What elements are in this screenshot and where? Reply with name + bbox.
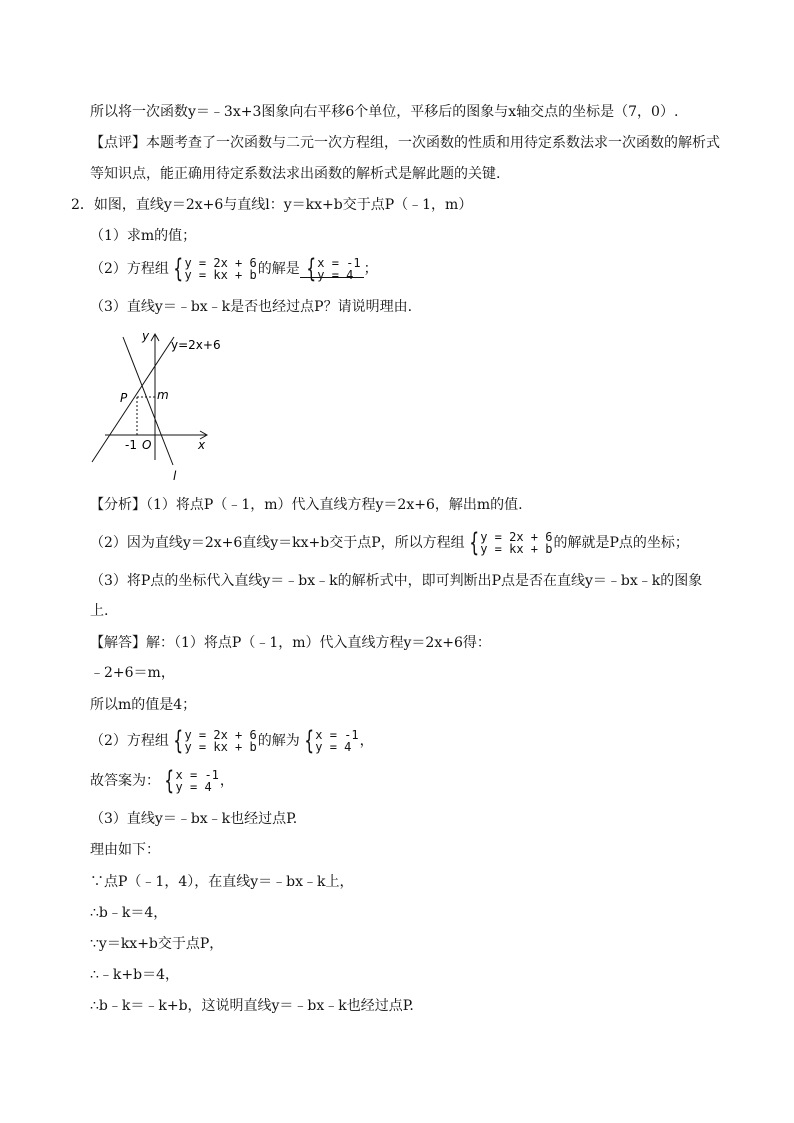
x-axis-label: x — [198, 438, 206, 452]
solution-line: 理由如下： — [90, 842, 160, 858]
equation-system: { y = 2x + 6 y = kx + b — [173, 726, 257, 756]
graph-figure — [85, 325, 230, 485]
solution-line: ∴b﹣k＝4， — [90, 905, 168, 921]
m-label: m — [157, 388, 169, 402]
point-p-label: P — [120, 391, 128, 405]
solution-line: ∴﹣k+b＝4， — [90, 967, 179, 983]
l-label: l — [173, 469, 177, 483]
neg1-label: -1 — [125, 438, 137, 452]
analysis-1: 【分析】（1）将点P（﹣1，m）代入直线方程y＝2x+6，解出m的值. — [90, 497, 523, 513]
solution-line: 故答案为： { x = -1 y = 4 ， — [90, 766, 234, 796]
question-3: （3）直线y＝﹣bx﹣k是否也经过点P？请说明理由. — [90, 299, 413, 315]
text-line: 所以将一次函数y＝﹣3x+3图象向右平移6个单位，平移后的图象与x轴交点的坐标是（7，0）. — [90, 104, 679, 120]
solution-line: ∴b﹣k＝﹣k+b，这说明直线y＝﹣bx﹣k也经过点P. — [90, 998, 414, 1014]
solution-line: （3）直线y＝﹣bx﹣k也经过点P. — [90, 811, 298, 827]
y-axis-label: y — [142, 329, 150, 343]
question-2: （2）方程组 { y = 2x + 6 y = kx + b 的解是 { x = -1 y = 4 ； — [90, 254, 378, 284]
equation-system: { y = 2x + 6 y = kx + b — [468, 528, 553, 558]
line-label: y=2x+6 — [171, 338, 221, 352]
equation-system: { y = 2x + 6 y = kx + b — [173, 254, 257, 284]
analysis-3b: 上. — [90, 603, 109, 619]
comment-line: 【点评】本题考查了一次函数与二元一次方程组，一次函数的性质和用待定系数法求一次函数的解析式 — [90, 135, 720, 151]
solution-header: 【解答】解：（1）将点P（﹣1，m）代入直线方程y＝2x+6得： — [90, 635, 491, 651]
question-1: （1）求m的值； — [90, 228, 197, 244]
solution-system: { x = -1 y = 4 — [304, 726, 359, 756]
solution-system: { x = -1 y = 4 — [164, 766, 219, 796]
problem-line — [71, 195, 472, 215]
analysis-3: （3）将P点的坐标代入直线y＝﹣bx﹣k的解析式中，即可判断出P点是否在直线y＝﹣bx﹣k的图象 — [90, 573, 703, 589]
comment-line: 等知识点，能正确用待定系数法求出函数的解析式是解此题的关键. — [90, 166, 501, 182]
origin-label: O — [142, 438, 152, 452]
problem-number: 2． — [71, 197, 94, 213]
solution-line: ﹣2+6＝m， — [90, 665, 175, 681]
solution-line: 所以m的值是4； — [90, 697, 197, 713]
solution-line: （2）方程组 { y = 2x + 6 y = kx + b 的解为 { x = -1 y = 4 ， — [90, 726, 374, 756]
answer-blank: { x = -1 y = 4 — [300, 261, 364, 278]
problem-stem: 如图，直线y＝2x+6与直线l：y＝kx+b交于点P（﹣1，m） — [93, 197, 473, 213]
solution-line: ∵y＝kx+b交于点P， — [90, 936, 224, 952]
analysis-2: （2）因为直线y＝2x+6直线y＝kx+b交于点P，所以方程组 { y = 2x + 6 y = kx + b 的解就是P点的坐标； — [90, 528, 689, 558]
solution-line: ∵点P（﹣1，4），在直线y＝﹣bx﹣k上， — [90, 874, 354, 890]
